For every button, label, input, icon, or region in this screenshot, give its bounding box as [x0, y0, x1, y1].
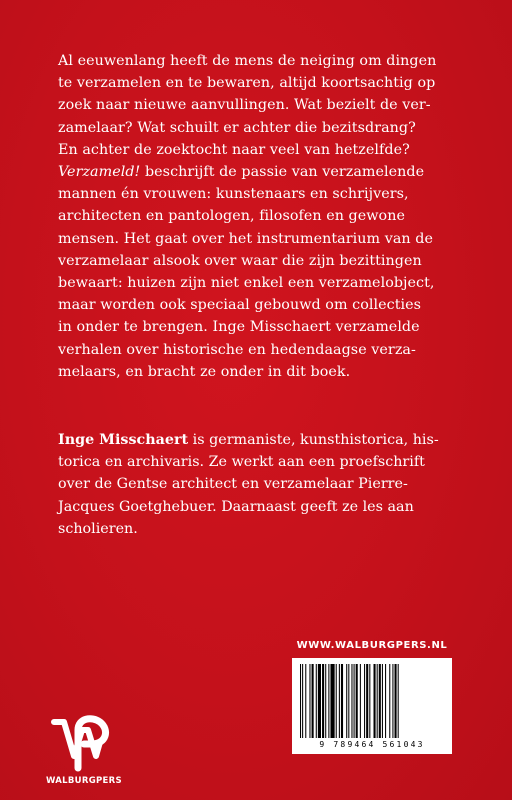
publisher-logo-text: WALBURGPERS: [46, 776, 122, 786]
barcode-bar: [374, 664, 376, 738]
barcode-bar: [341, 664, 343, 738]
barcode-bar: [322, 664, 324, 738]
author-name: Inge Misschaert: [58, 432, 189, 448]
barcode-bar: [356, 664, 358, 738]
bio-first-line: [58, 429, 458, 451]
book-blurb: [58, 50, 458, 383]
bio-first-line-rest: is germaniste, kunsthistorica, his-: [188, 432, 439, 448]
barcode-bar: [316, 664, 317, 738]
blurb-line: zamelaar? Wat schuilt er achter die bezitsdrang?: [58, 119, 416, 136]
blurb-line-rest: beschrijft de passie van verzamelende: [144, 164, 425, 181]
barcode-bar: [354, 664, 355, 738]
blurb-line: melaars, en bracht ze onder in dit boek.: [58, 363, 351, 380]
isbn-number: 9 789464 561043: [319, 740, 425, 749]
barcode-bar: [325, 664, 326, 738]
blurb-line-with-title: [58, 161, 458, 183]
barcode-bar: [351, 664, 352, 738]
author-bio: [58, 429, 458, 540]
blurb-line: te verzamelen en te bewaren, altijd koortsachtig op: [58, 75, 436, 92]
bio-line: over de Gentse architect en verzamelaar Pierre-: [58, 476, 408, 493]
barcode-bar: [364, 664, 365, 738]
bio-line: Jacques Goetghebuer. Daarnaast geeft ze les aan: [58, 498, 414, 515]
blurb-line: in onder te brengen. Inge Misschaert verzamelde: [58, 319, 420, 336]
blurb-line: maar worden ook speciaal gebouwd om collecties: [58, 297, 422, 314]
barcode-bar: [318, 664, 321, 738]
barcode-bar: [336, 664, 337, 738]
book-title-italic: Verzameld!: [58, 164, 141, 181]
bio-line: scholieren.: [58, 520, 138, 537]
barcode-bar: [366, 664, 368, 738]
bio-line: torica en archivaris. Ze werkt aan een proefschrift: [58, 454, 425, 471]
barcode-bar: [385, 664, 386, 738]
barcode-bar: [392, 664, 393, 738]
barcode-bar: [389, 664, 390, 738]
barcode-bar: [360, 664, 361, 738]
barcode-bar: [328, 664, 329, 738]
blurb-line: architecten en pantologen, filosofen en gewone: [58, 208, 405, 225]
publisher-url: WWW.WALBURGPERS.NL: [296, 640, 448, 651]
barcode-bar: [346, 664, 347, 738]
blurb-line: verzamelaar alsook over waar die zijn bezittingen: [58, 252, 422, 269]
barcode-bar: [300, 664, 301, 738]
barcode-bar: [398, 664, 399, 738]
barcode-bar: [302, 664, 303, 738]
barcode-bar: [395, 664, 397, 738]
barcode-bars: [292, 658, 452, 742]
blurb-line: mensen. Het gaat over het instrumentarium van de: [58, 230, 433, 247]
barcode-bar: [330, 664, 334, 738]
isbn-barcode: [292, 658, 452, 754]
blurb-line: verhalen over historische en hedendaagse verza-: [58, 341, 416, 358]
blurb-line: bewaart: huizen zijn niet enkel een verzamelobject,: [58, 275, 435, 292]
barcode-bar: [305, 664, 306, 738]
barcode-bar: [382, 664, 383, 738]
barcode-bar: [348, 664, 349, 738]
blurb-line: zoek naar nieuwe aanvullingen. Wat bezielt de ver-: [58, 97, 431, 114]
barcode-bar: [309, 664, 310, 738]
barcode-bar: [312, 664, 314, 738]
barcode-bar: [377, 664, 378, 738]
blurb-line: Al eeuwenlang heeft de mens de neiging om dingen: [58, 53, 437, 69]
barcode-bar: [379, 664, 381, 738]
barcode-bar: [339, 664, 340, 738]
walburgpers-logo-icon: [48, 708, 118, 778]
blurb-line: En achter de zoektocht naar veel van hetzelfde?: [58, 141, 410, 158]
barcode-bar: [369, 664, 370, 738]
blurb-line: mannen én vrouwen: kunstenaars en schrijvers,: [58, 186, 409, 203]
